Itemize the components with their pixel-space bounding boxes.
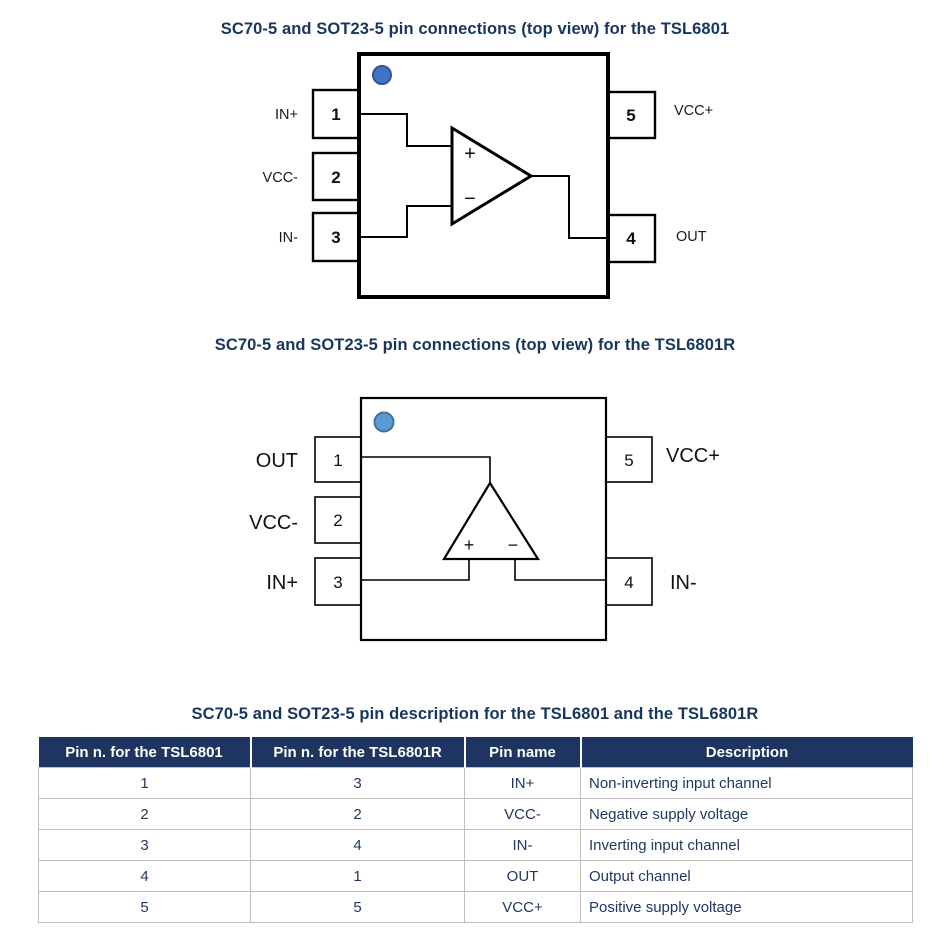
d1-pin-number-4: 4 [626,229,636,248]
d2-pin-number-1: 1 [333,451,343,470]
cell-pin-name: VCC- [465,799,581,830]
d2-pin1-indicator-dot-icon [375,413,394,432]
cell-description: Negative supply voltage [581,799,913,830]
cell-description: Non-inverting input channel [581,768,913,799]
diagram-tsl6801 [230,45,750,310]
d2-pin-number-5: 5 [624,451,634,470]
d1-pin-number-3: 3 [331,228,341,247]
table-row [39,892,913,923]
col-header-pin-name: Pin name [465,737,581,768]
cell-pin-6801r: 5 [251,892,465,923]
table-row [39,830,913,861]
d1-pin-label-out: OUT [676,229,707,245]
col-header-description: Description [581,737,913,768]
cell-pin-6801: 2 [39,799,251,830]
cell-pin-name: IN+ [465,768,581,799]
cell-pin-6801r: 4 [251,830,465,861]
table-title: SC70-5 and SOT23-5 pin description for the TSL6801 and the TSL6801R [191,705,759,723]
table-row [39,768,913,799]
d2-pin-label-vcc-plus: VCC+ [666,445,720,467]
cell-pin-6801r: 3 [251,768,465,799]
table-row [39,861,913,892]
diagram-tsl6801r [230,390,750,660]
cell-pin-6801r: 1 [251,861,465,892]
col-header-pin-tsl6801r: Pin n. for the TSL6801R [251,737,465,768]
cell-pin-6801: 1 [39,768,251,799]
cell-description: Positive supply voltage [581,892,913,923]
table-header-row [39,737,913,768]
d1-opamp-plus-sign: + [464,143,476,165]
d1-opamp-minus-sign: − [464,188,476,210]
d1-pin-label-in-plus: IN+ [275,107,298,123]
d2-pin-label-in-minus: IN- [670,572,697,594]
cell-pin-6801r: 2 [251,799,465,830]
cell-pin-name: OUT [465,861,581,892]
diagram2-title: SC70-5 and SOT23-5 pin connections (top view) for the TSL6801R [214,336,736,354]
cell-pin-name: IN- [465,830,581,861]
d1-pin-number-2: 2 [331,168,341,187]
table-row [39,799,913,830]
cell-pin-6801: 4 [39,861,251,892]
cell-pin-6801: 5 [39,892,251,923]
col-header-pin-tsl6801: Pin n. for the TSL6801 [39,737,251,768]
d2-pin-number-4: 4 [624,573,634,592]
pin-description-table [38,737,913,923]
d2-pin-label-in-plus: IN+ [266,572,298,594]
d1-pin-label-in-minus: IN- [278,230,298,246]
d1-pin-label-vcc-plus: VCC+ [674,103,714,119]
d1-pin-label-vcc-minus: VCC- [262,170,298,186]
d2-pin-number-3: 3 [333,573,343,592]
cell-pin-name: VCC+ [465,892,581,923]
cell-pin-6801: 3 [39,830,251,861]
cell-description: Output channel [581,861,913,892]
d2-pin-label-vcc-minus: VCC- [249,512,298,534]
d2-opamp-plus-sign: + [463,535,475,555]
d2-pin-label-out: OUT [255,450,298,472]
diagram1-title: SC70-5 and SOT23-5 pin connections (top view) for the TSL6801 [220,20,730,38]
d1-pin-number-5: 5 [626,106,636,125]
d2-opamp-minus-sign: − [507,535,519,555]
d2-pin-number-2: 2 [333,511,343,530]
d1-pin1-indicator-dot-icon [373,66,391,84]
cell-description: Inverting input channel [581,830,913,861]
d1-pin-number-1: 1 [331,105,341,124]
